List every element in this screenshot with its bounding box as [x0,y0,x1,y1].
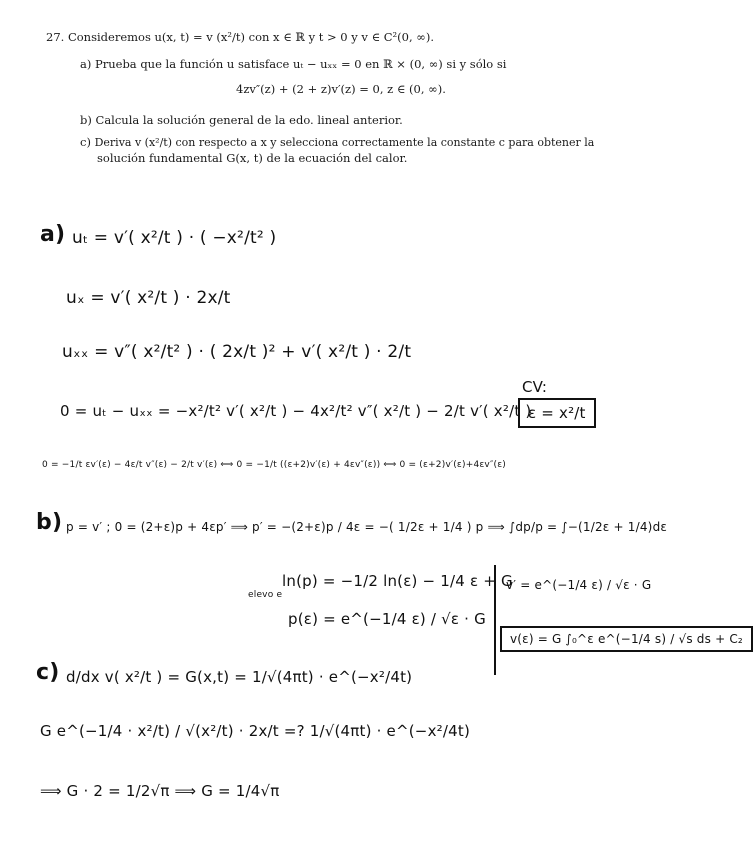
hw-a-line1: uₜ = v′( x²/t ) · ( −x²/t² ) [72,228,277,248]
problem-statement [0,0,636,175]
part-c-text-1: Deriva v (x²/t) con respecto a x y selecciona correctamente la constante c para obtener la [94,136,595,149]
part-c-label: c) [80,135,91,149]
hw-c-mark: c) [36,660,60,685]
part-c-line-1 [80,135,594,149]
problem-intro: Consideremos u(x, t) = v (x²/t) con x ∈ ℝ y t > 0 y v ∈ C²(0, ∞). [67,30,434,44]
hw-b-mark: b) [36,510,63,535]
hw-a-line5: 0 = −1/t εv′(ε) − 4ε/t v″(ε) − 2/t v′(ε) ⟺ 0 = −1/t ((ε+2)v′(ε) + 4εv″(ε)) ⟺ 0 = (ε+2)v′(ε)+4εv″(ε) [42,460,507,470]
hw-part-c [36,660,60,685]
hw-side-bracket [494,565,496,675]
hw-b-side1: v′ = e^(−1/4 ε) / √ε · G [506,578,652,592]
hw-part-a [40,222,65,247]
hw-c-line1: d/dx v( x²/t ) = G(x,t) = 1/√(4πt) · e^(−x²/4t) [66,668,413,686]
problem-intro-line [46,30,434,44]
hw-a-line3: uₓₓ = v″( x²/t² ) · ( 2x/t )² + v′( x²/t ) · 2/t [62,342,412,362]
part-b-label: b) [80,113,92,127]
hw-c-line3: ⟹ G · 2 = 1/2√π ⟹ G = 1/4√π [40,782,280,800]
part-a-text: Prueba que la función u satisface uₜ − uₓₓ = 0 en ℝ × (0, ∞) si y sólo si [95,57,507,71]
hw-b-line1: p = v′ ; 0 = (2+ε)p + 4εp′ ⟹ p′ = −(2+ε)p / 4ε = −( 1/2ε + 1/4 ) p ⟹ ∫dp/p = ∫−(1/2ε + 1/4)dε [66,520,668,534]
hw-c-line2: G e^(−1/4 · x²/t) / √(x²/t) · 2x/t =? 1/√(4πt) · e^(−x²/4t) [40,722,470,740]
hw-a-line4: 0 = uₜ − uₓₓ = −x²/t² v′( x²/t ) − 4x²/t² v″( x²/t ) − 2/t v′( x²/t ) [60,402,532,420]
part-b-line [80,113,403,127]
hw-a-mark: a) [40,222,66,247]
hw-elevo-note: elevo e [248,590,283,600]
hw-a-line2: uₓ = v′( x²/t ) · 2x/t [66,288,231,308]
part-b-text: Calcula la solución general de la edo. lineal anterior. [95,113,403,127]
hw-cv-box: ε = x²/t [518,398,596,428]
hw-cv-label: CV: [522,378,548,396]
part-a-equation: 4zv″(z) + (2 + z)v′(z) = 0, z ∈ (0, ∞). [236,82,446,96]
hw-b-line3: p(ε) = e^(−1/4 ε) / √ε · G [288,610,486,628]
part-a-line [80,57,506,71]
hw-b-side2: v(ε) = G ∫₀^ε e^(−1/4 s) / √s ds + C₂ [500,626,753,652]
hw-b-line2: ln(p) = −1/2 ln(ε) − 1/4 ε + G [282,572,513,590]
part-c-text-2: solución fundamental G(x, t) de la ecuación del calor. [97,151,408,165]
part-a-label: a) [80,57,92,71]
hw-part-b [36,510,62,535]
problem-number: 27. [46,30,65,44]
